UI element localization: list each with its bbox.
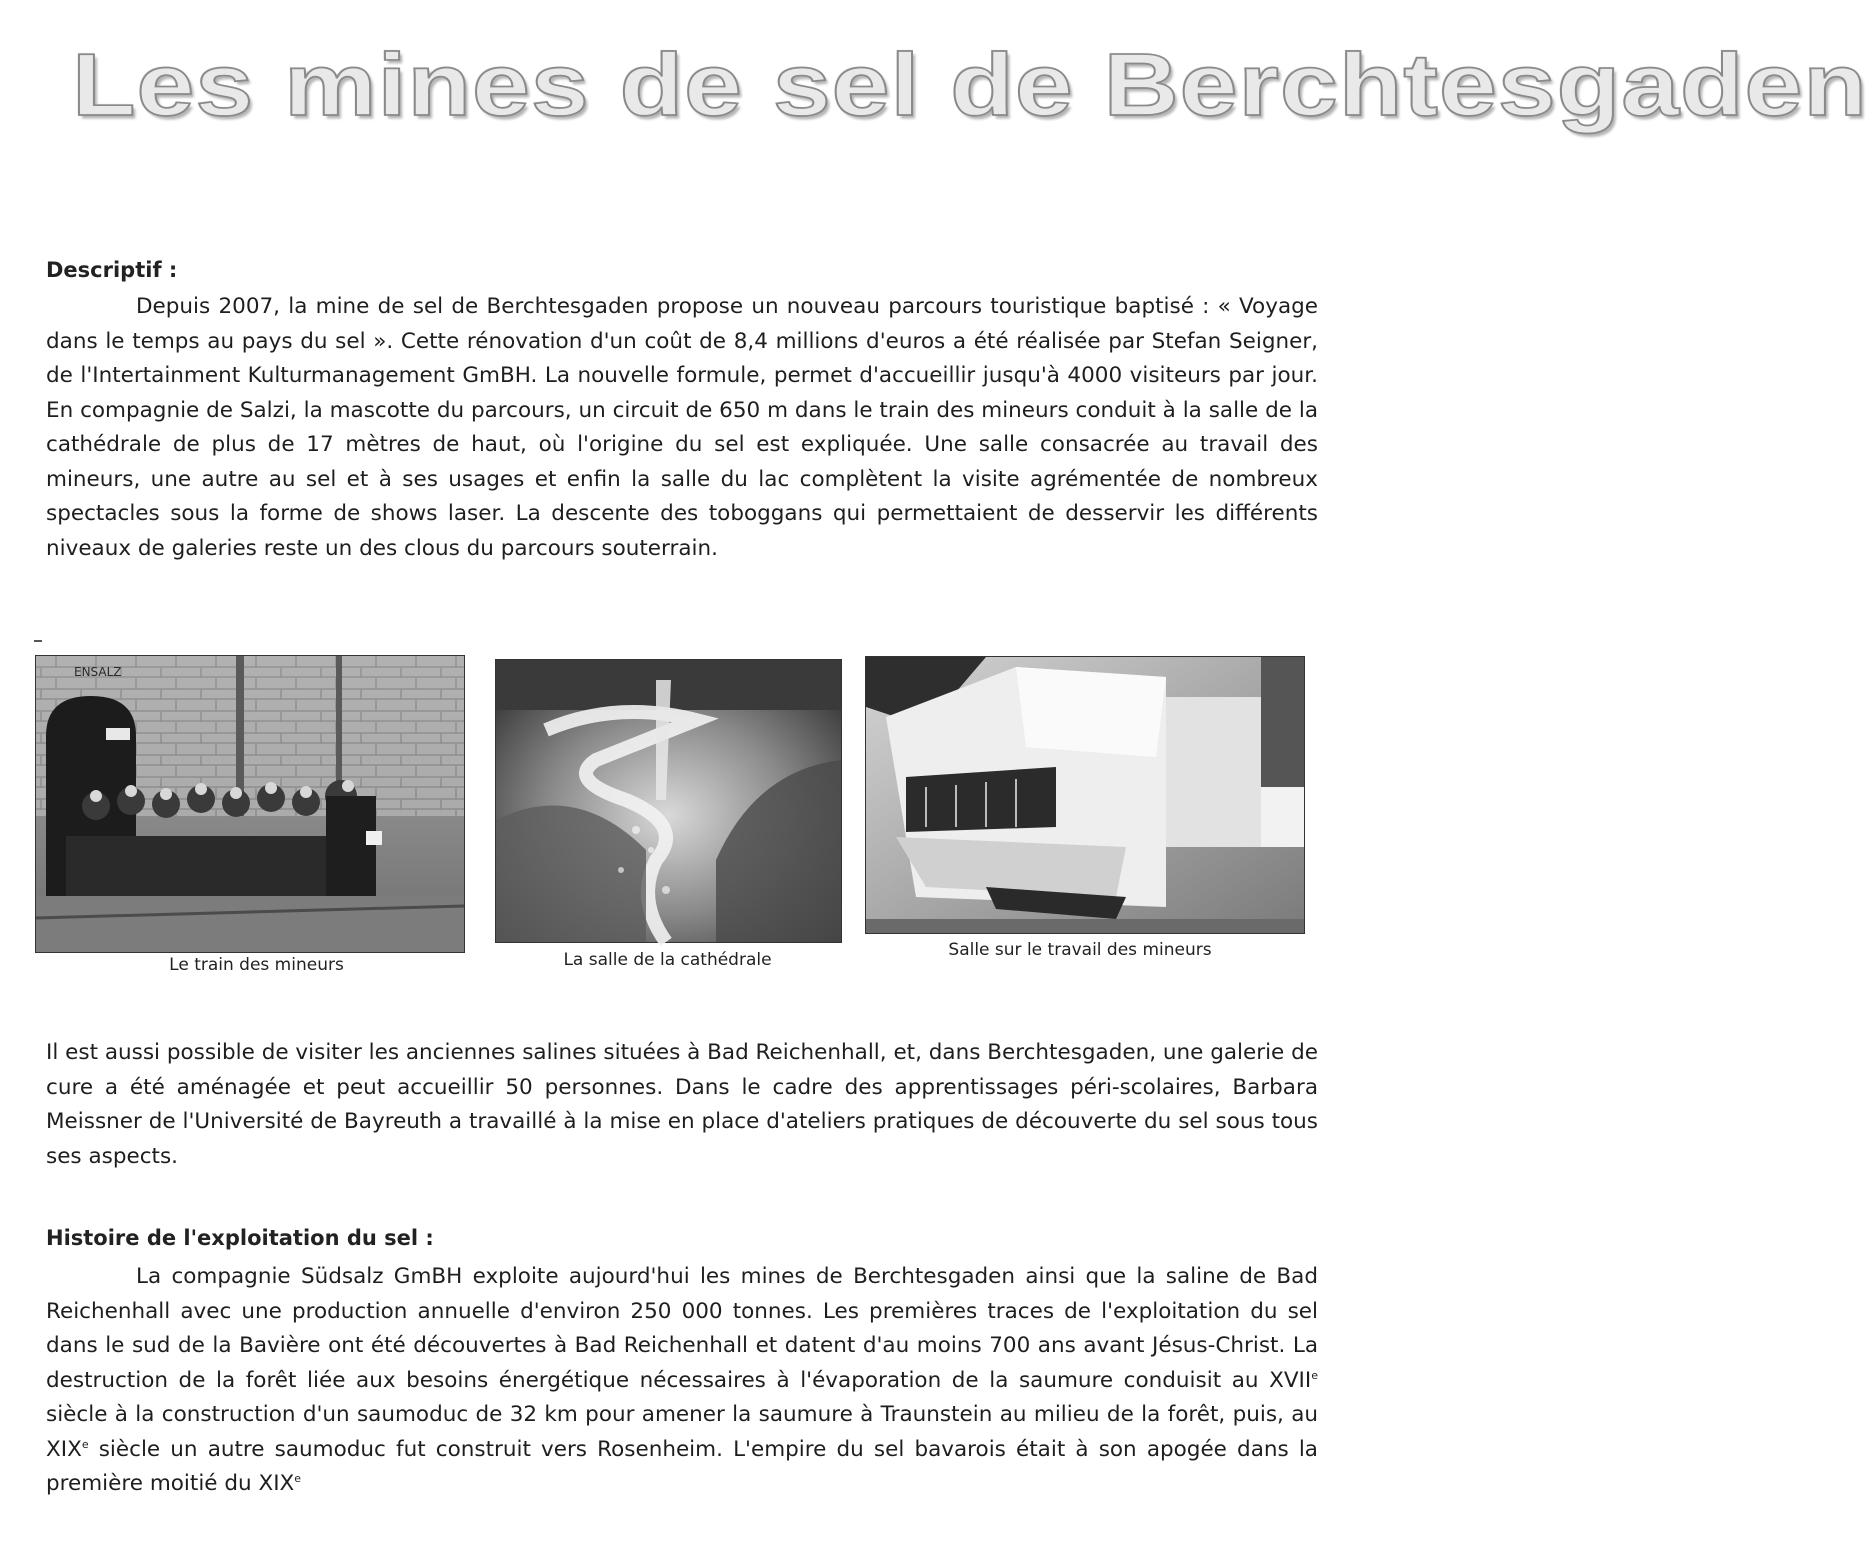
scan-mark: [34, 640, 42, 642]
section-heading-descriptif: Descriptif :: [46, 258, 178, 282]
train-sign-text: ENSALZ: [74, 665, 122, 679]
cathedral-photo-image: [496, 660, 841, 942]
section-heading-histoire: Histoire de l'exploitation du sel :: [46, 1226, 434, 1250]
century-xix-end: XIX: [258, 1471, 295, 1496]
train-photo-image: [36, 656, 464, 952]
histoire-paragraph: [46, 1260, 1318, 1502]
histoire-text-b: siècle à la construction d'un saumoduc de 32 km pour amener la saumure à Traunstein au milieu de la forêt, puis, au: [46, 1402, 1318, 1427]
histoire-text-a: La compagnie Südsalz GmBH exploite aujourd'hui les mines de Berchtesgaden ainsi que la saline de Bad Reichenhall avec une production annuelle d'environ 250 000 tonnes. Les premières traces de l'exploitation du sel dans le sud de la Bavière ont été découvertes à Bad Reichenhall et datent d'au moins 700 ans avant Jésus-Christ. La destruction de la forêt liée aux besoins énergétique nécessaires à l'évaporation de la saumure conduisit au: [46, 1264, 1318, 1393]
paragraph-salines-bad-reichenhall: Il est aussi possible de visiter les anciennes salines situées à Bad Reichenhall, et, dans Berchtesgaden, une galerie de cure a été aménagée et peut accueillir 50 personnes. Dans le cadre des apprentissages péri-scolaires, Barbara Meissner de l'Université de Bayreuth a travaillé à la mise en place d'ateliers pratiques de découverte du sel sous tous ses aspects.: [46, 1040, 1318, 1169]
page-title: Les mines de sel de Berchtesgaden: [72, 35, 1868, 135]
descriptif-paragraph: Depuis 2007, la mine de sel de Berchtesgaden propose un nouveau parcours touristique baptisé : « Voyage dans le temps au pays du sel ». Cette rénovation d'un coût de 8,4 millions d'euros a été réalisée par Stefan Seigner, de l'Intertainment Kulturmanagement GmBH. La nouvelle formule, permet d'accueillir jusqu'à 4000 visiteurs par jour. En compagnie de Salzi, la mascotte du parcours, un circuit de 650 m dans le train des mineurs conduit à la salle de la cathédrale de plus de 17 mètres de haut, où l'origine du sel est expliquée. Une salle consacrée au travail des mineurs, une autre au sel et à ses usages et enfin la salle du lac complètent la visite agrémentée de nombreux spectacles sous la forme de shows laser. La descente des toboggans qui permettaient de desservir les différents niveaux de galeries reste un des clous du parcours souterrain.: [46, 294, 1318, 561]
caption-train-des-mineurs: Le train des mineurs: [169, 955, 344, 975]
caption-salle-travail-des-mineurs: Salle sur le travail des mineurs: [948, 940, 1212, 960]
century-xvii-superscript: e: [1311, 1368, 1318, 1382]
photo-salle-de-la-cathedrale: [495, 659, 842, 943]
photo-salle-travail-des-mineurs: [865, 656, 1305, 934]
century-xvii: XVII: [1269, 1367, 1312, 1393]
histoire-text-c: siècle un autre saumoduc fut construit vers Rosenheim. L'empire du sel bavarois était à son apogée dans la première moitié du: [46, 1436, 1318, 1496]
mineurs-room-photo-image: [866, 657, 1304, 933]
caption-salle-de-la-cathedrale: La salle de la cathédrale: [563, 950, 772, 970]
century-xix-end-superscript: e: [294, 1471, 302, 1485]
century-xix-superscript: e: [81, 1437, 89, 1451]
century-xix: XIX: [46, 1436, 82, 1462]
photo-train-des-mineurs: [35, 655, 465, 953]
